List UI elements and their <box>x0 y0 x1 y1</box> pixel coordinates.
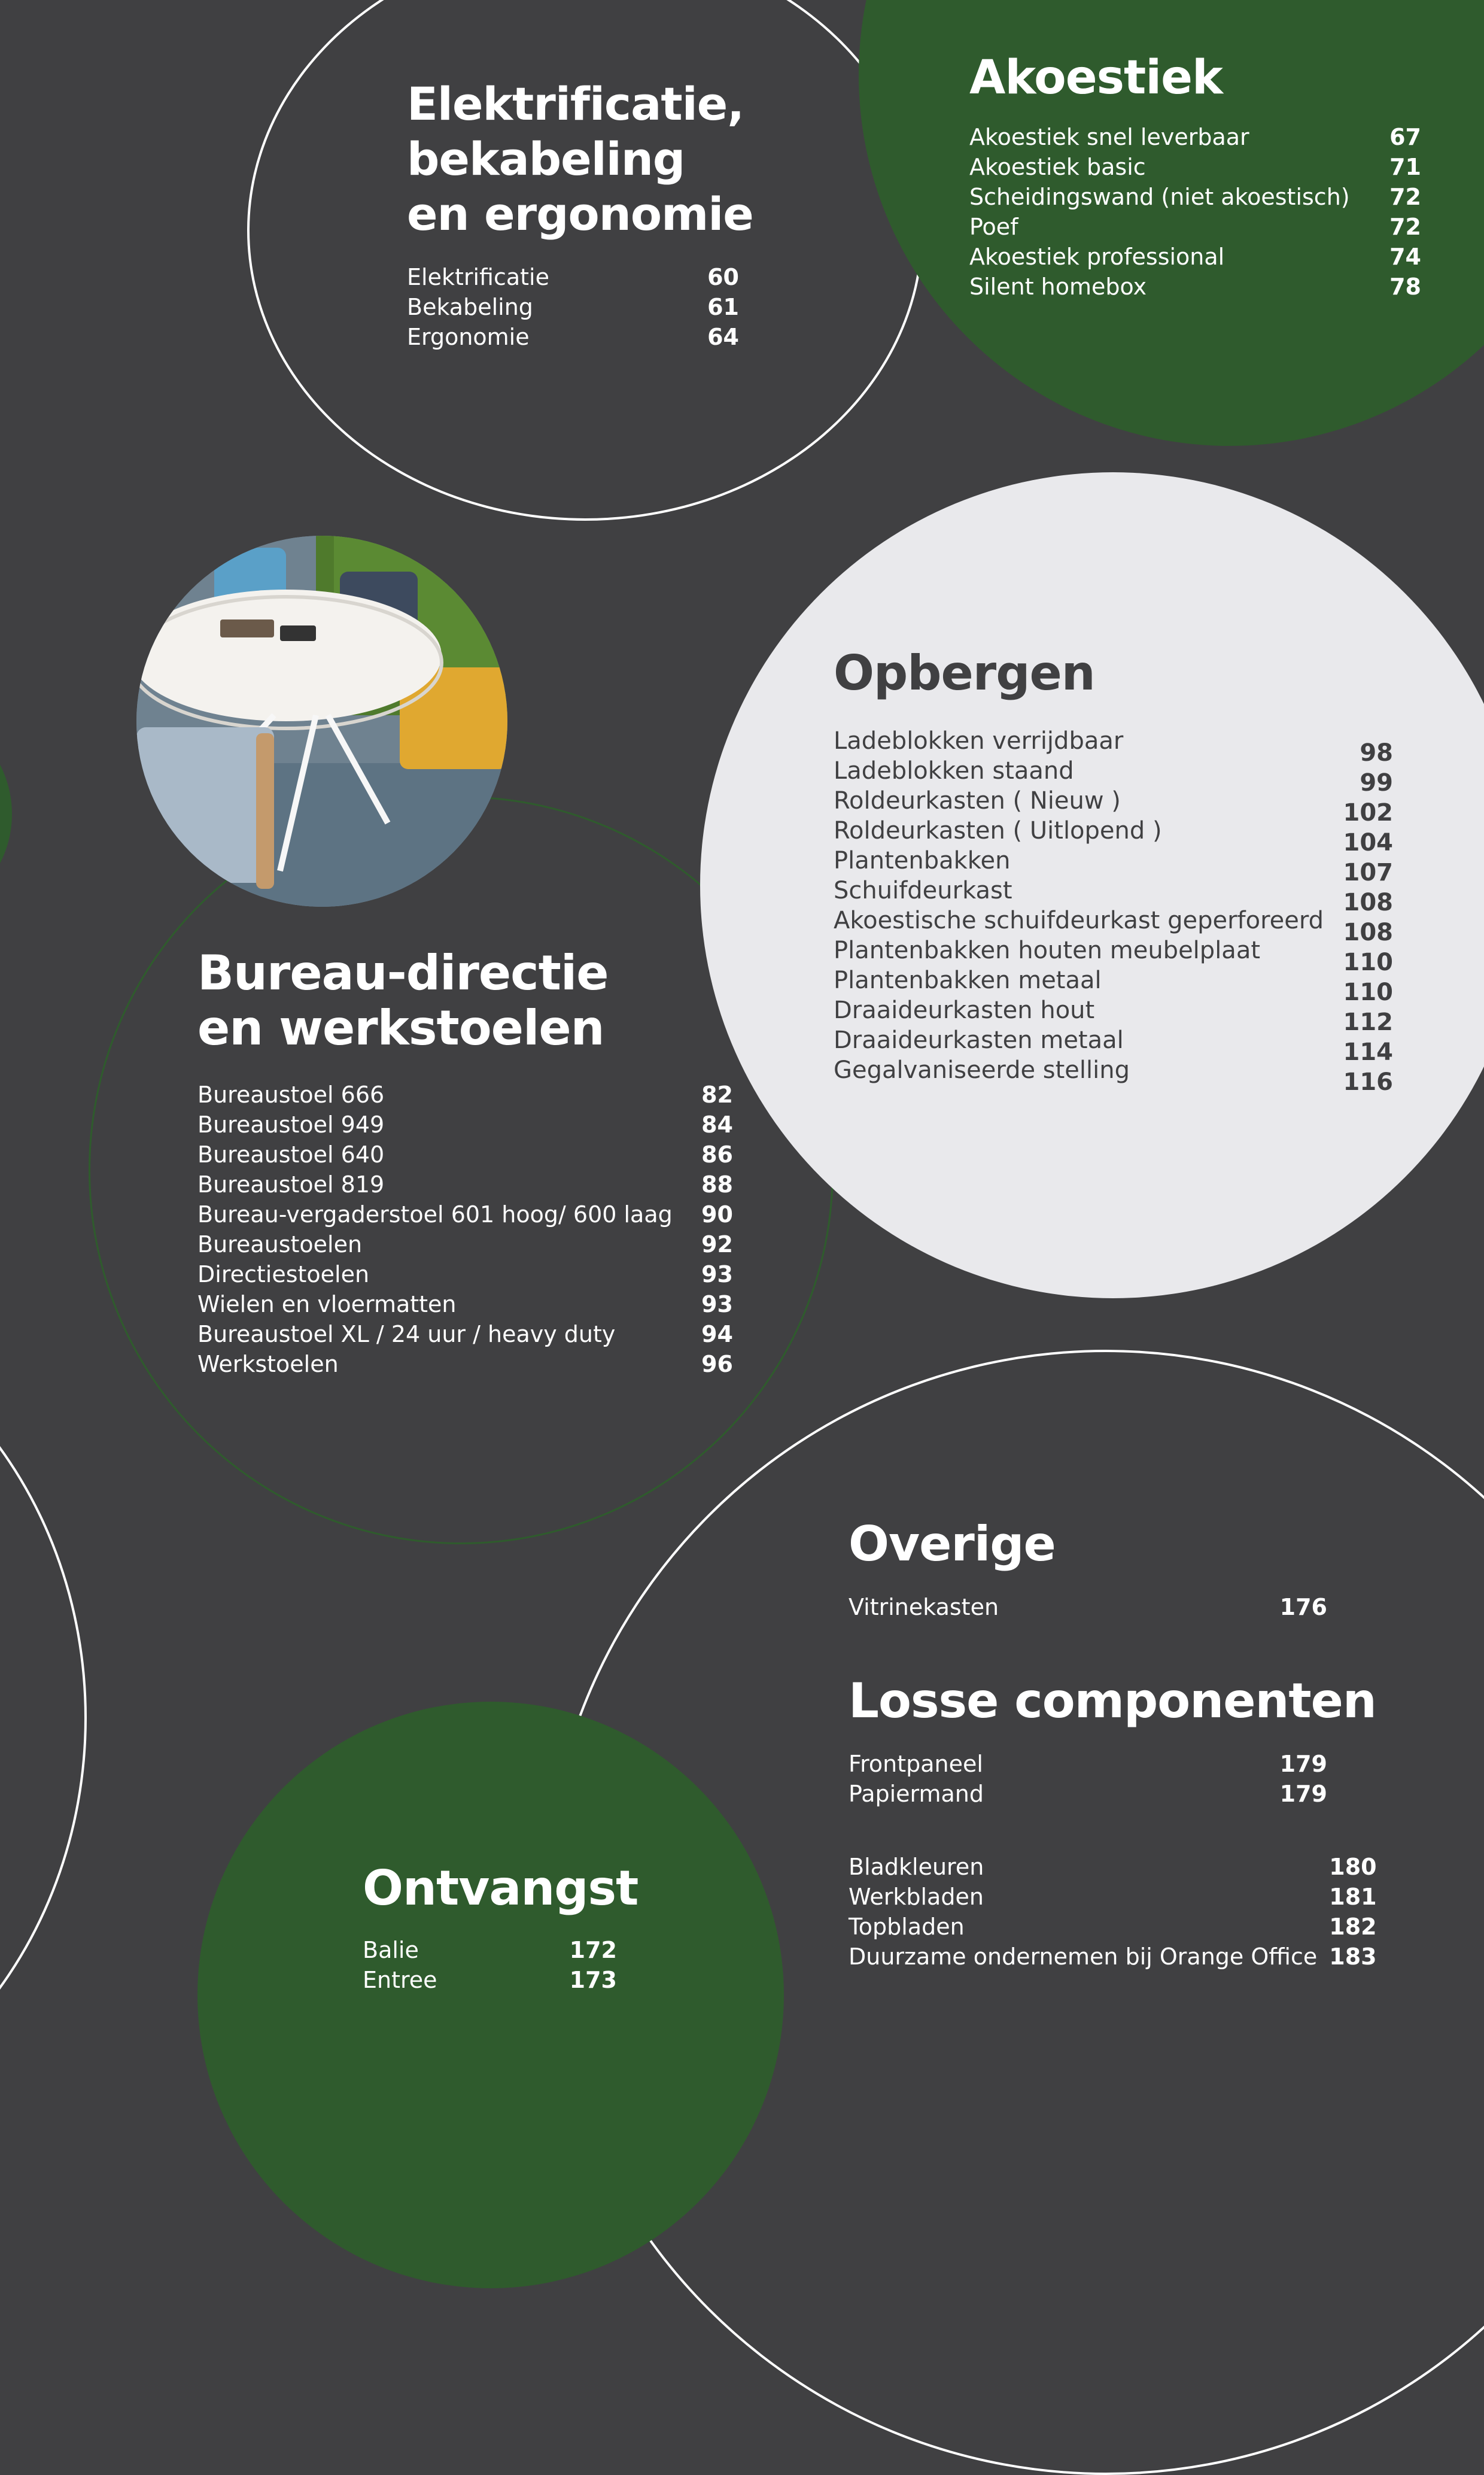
toc-label: Bekabeling <box>407 294 533 320</box>
toc-label: Gegalvaniseerde stelling <box>834 1056 1130 1084</box>
toc-label: Entree <box>363 1967 437 1993</box>
toc-page: 90 <box>701 1201 733 1228</box>
section-ontvangst <box>363 1858 638 1995</box>
toc-label: Roldeurkasten ( Uitlopend ) <box>834 817 1162 845</box>
toc-page: 114 <box>1343 1038 1393 1066</box>
losse-title: Losse componenten <box>849 1673 1376 1729</box>
toc-page: 182 <box>1329 1914 1377 1940</box>
losse-toc-2 <box>849 1852 1377 1972</box>
toc-label: Vitrinekasten <box>849 1594 999 1620</box>
akoestiek-title: Akoestiek <box>969 51 1223 105</box>
akoestiek-toc <box>969 122 1421 302</box>
toc-page: 179 <box>1279 1781 1327 1807</box>
elektrificatie-toc <box>407 262 739 352</box>
toc-page: 180 <box>1329 1854 1377 1880</box>
toc-page: 94 <box>701 1321 733 1347</box>
toc-label: Topbladen <box>849 1914 965 1940</box>
toc-label: Akoestiek professional <box>969 244 1225 270</box>
toc-page: 84 <box>701 1112 733 1138</box>
elektrificatie-title-line-1: Elektrificatie, <box>407 77 744 130</box>
toc-label: Werkbladen <box>849 1884 984 1910</box>
toc-label: Plantenbakken metaal <box>834 967 1102 994</box>
toc-page: 96 <box>701 1351 733 1377</box>
toc-label: Akoestische schuifdeurkast geperforeerd <box>834 907 1324 934</box>
opbergen-pages <box>1343 738 1394 1097</box>
circle-left-edge <box>0 706 12 922</box>
bureau-title-line-1: Bureau-directie <box>197 945 609 1001</box>
toc-label: Bureaustoel XL / 24 uur / heavy duty <box>197 1321 616 1347</box>
toc-label: Draaideurkasten hout <box>834 997 1095 1024</box>
section-losse-componenten <box>849 1671 1376 1972</box>
toc-page: 74 <box>1389 244 1421 270</box>
toc-page: 107 <box>1343 859 1393 886</box>
bureau-title <box>197 946 733 1056</box>
toc-page: 60 <box>707 264 739 290</box>
toc-label: Akoestiek basic <box>969 154 1146 180</box>
toc-page: 108 <box>1343 889 1393 916</box>
toc-page: 64 <box>707 324 739 350</box>
section-bureau <box>197 946 733 1379</box>
toc-page: 104 <box>1343 829 1393 857</box>
toc-label: Balie <box>363 1937 419 1963</box>
toc-page: 173 <box>569 1967 617 1993</box>
toc-page: 116 <box>1343 1068 1393 1096</box>
section-overige <box>849 1514 1327 1622</box>
toc-label: Bureaustoelen <box>197 1231 363 1258</box>
toc-label: Frontpaneel <box>849 1751 983 1777</box>
toc-page: 86 <box>701 1141 733 1168</box>
overige-toc <box>849 1592 1327 1622</box>
toc-page: 72 <box>1389 184 1421 210</box>
toc-page: 181 <box>1329 1884 1377 1910</box>
toc-page: 172 <box>569 1937 617 1963</box>
toc-page: 98 <box>1360 739 1393 767</box>
meeting-table-illustration <box>136 536 507 907</box>
ontvangst-toc <box>363 1935 617 1995</box>
meeting-table-photo <box>136 536 507 907</box>
toc-label: Ladeblokken verrijdbaar <box>834 727 1124 755</box>
toc-page: 183 <box>1329 1943 1377 1970</box>
toc-page: 179 <box>1279 1751 1327 1777</box>
toc-label: Poef <box>969 214 1018 240</box>
toc-page: 110 <box>1343 949 1393 976</box>
toc-label: Bladkleuren <box>849 1854 984 1880</box>
toc-page: 112 <box>1343 1009 1393 1036</box>
toc-label: Draaideurkasten metaal <box>834 1027 1124 1054</box>
toc-page: 71 <box>1389 154 1421 180</box>
toc-label: Scheidingswand (niet akoestisch) <box>969 184 1350 210</box>
toc-label: Directiestoelen <box>197 1261 370 1287</box>
elektrificatie-title-line-3: en ergonomie <box>407 187 753 241</box>
toc-label: Bureaustoel 640 <box>197 1141 385 1168</box>
toc-page: 67 <box>1389 124 1421 150</box>
overige-title: Overige <box>849 1516 1056 1572</box>
toc-label: Plantenbakken <box>834 847 1011 874</box>
toc-page: 92 <box>701 1231 733 1258</box>
section-akoestiek <box>969 48 1421 302</box>
toc-page: 82 <box>701 1082 733 1108</box>
toc-label: Silent homebox <box>969 274 1147 300</box>
toc-page: 108 <box>1343 919 1393 946</box>
opbergen-labels <box>834 726 1324 1085</box>
toc-label: Bureaustoel 949 <box>197 1112 385 1138</box>
toc-page: 110 <box>1343 979 1393 1006</box>
elektrificatie-title <box>407 77 753 242</box>
toc-page: 88 <box>701 1171 733 1198</box>
toc-page: 93 <box>701 1261 733 1287</box>
losse-toc <box>849 1749 1327 1809</box>
toc-label: Bureaustoel 666 <box>197 1082 385 1108</box>
toc-label: Ergonomie <box>407 324 530 350</box>
toc-label: Werkstoelen <box>197 1351 339 1377</box>
section-opbergen <box>834 643 1393 1109</box>
toc-page: 176 <box>1279 1594 1327 1620</box>
section-elektrificatie <box>407 77 753 352</box>
toc-label: Wielen en vloermatten <box>197 1291 457 1317</box>
bureau-title-line-2: en werkstoelen <box>197 1000 604 1056</box>
bureau-toc <box>197 1080 733 1379</box>
toc-label: Roldeurkasten ( Nieuw ) <box>834 787 1121 815</box>
toc-page: 72 <box>1389 214 1421 240</box>
ontvangst-title: Ontvangst <box>363 1860 638 1916</box>
toc-label: Bureaustoel 819 <box>197 1171 385 1198</box>
toc-page: 61 <box>707 294 739 320</box>
toc-label: Schuifdeurkast <box>834 877 1012 904</box>
toc-label: Elektrificatie <box>407 264 549 290</box>
toc-label: Duurzame ondernemen bij Orange Office <box>849 1943 1318 1970</box>
toc-page: 102 <box>1343 799 1393 827</box>
toc-page: 93 <box>701 1291 733 1317</box>
toc-label: Plantenbakken houten meubelplaat <box>834 937 1261 964</box>
toc-page: 78 <box>1389 274 1421 300</box>
toc-label: Bureau-vergaderstoel 601 hoog/ 600 laag <box>197 1201 673 1228</box>
toc-page: 99 <box>1360 769 1393 797</box>
toc-label: Akoestiek snel leverbaar <box>969 124 1249 150</box>
circle-ontvangst <box>197 1702 784 2288</box>
opbergen-toc <box>834 726 1393 1109</box>
circle-left-bottom <box>0 1287 87 2149</box>
elektrificatie-title-line-2: bekabeling <box>407 132 685 186</box>
toc-label: Papiermand <box>849 1781 984 1807</box>
opbergen-title: Opbergen <box>834 645 1095 701</box>
toc-label: Ladeblokken staand <box>834 757 1074 785</box>
